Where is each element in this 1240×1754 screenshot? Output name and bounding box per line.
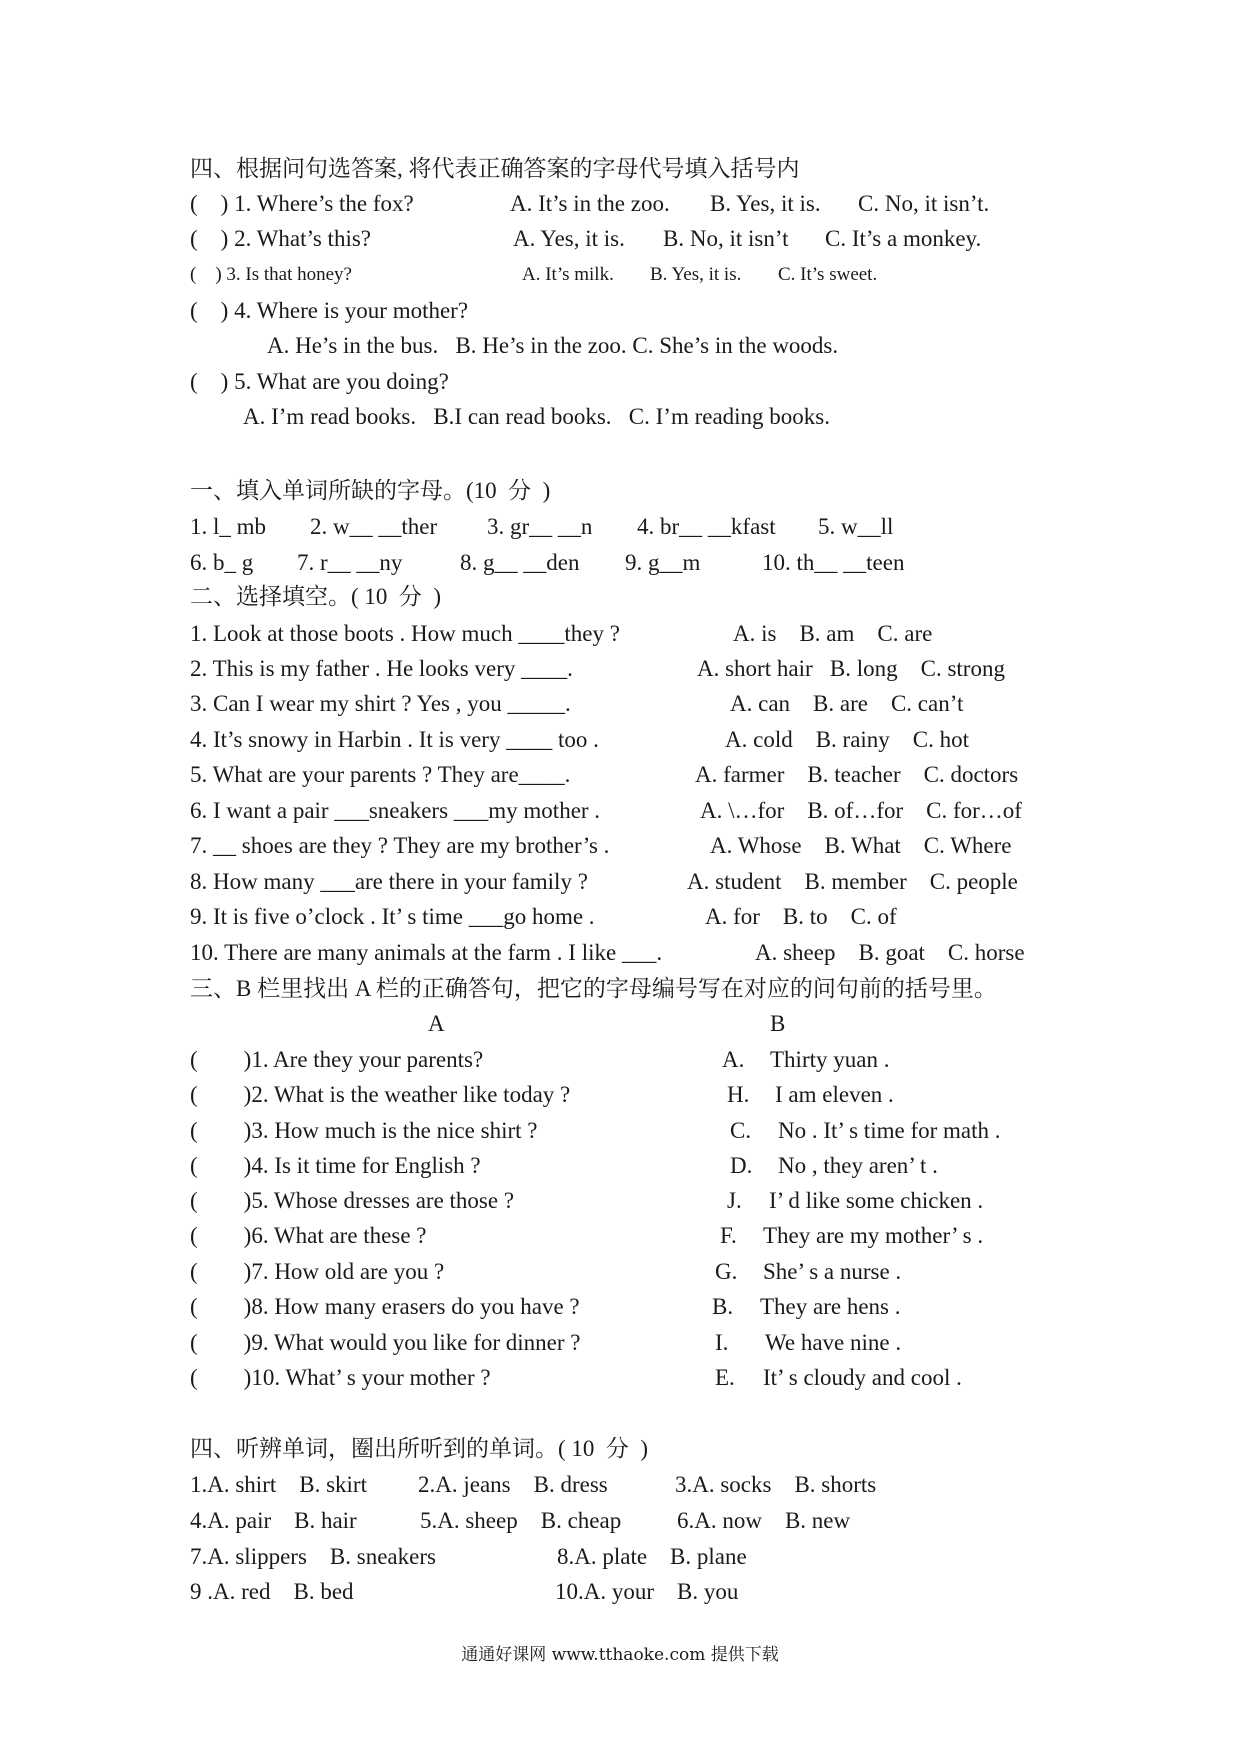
word-pair: 2.A. jeans B. dress <box>418 1472 608 1497</box>
column-b-label: B <box>770 1011 786 1036</box>
question: ( ) 5. What are you doing? <box>190 369 449 394</box>
question: 8. How many ___are there in your family ? <box>190 869 588 894</box>
match-question: ( )3. How much is the nice shirt ? <box>190 1118 538 1143</box>
options: A. sheep B. goat C. horse <box>755 940 1025 965</box>
options: A. short hair B. long C. strong <box>697 656 1005 681</box>
options: A. He’s in the bus. B. He’s in the zoo. C. She’s in the woods. <box>267 333 839 358</box>
word-pair: 1.A. shirt B. skirt <box>190 1472 367 1497</box>
word-blank: 2. w__ __ther <box>310 514 438 539</box>
option-b: B. Yes, it is. <box>710 191 821 216</box>
match-answer: She’ s a nurse . <box>763 1259 902 1284</box>
section-heading: 三、B 栏里找出 A 栏的正确答句，把它的字母编号写在对应的问句前的括号里。 <box>190 976 997 1001</box>
option-c: C. No, it isn’t. <box>858 191 990 216</box>
match-question: ( )10. What’ s your mother ? <box>190 1365 491 1390</box>
match-question: ( )8. How many erasers do you have ? <box>190 1294 580 1319</box>
match-question: ( )2. What is the weather like today ? <box>190 1082 571 1107</box>
word-blank: 5. w__ll <box>818 514 894 539</box>
question: 2. This is my father . He looks very ____. <box>190 656 573 681</box>
section-heading: 四、根据问句选答案, 将代表正确答案的字母代号填入括号内 <box>190 156 800 181</box>
word-pair: 9 .A. red B. bed <box>190 1579 354 1604</box>
match-letter: C. <box>730 1118 752 1143</box>
option-c: C. It’s a monkey. <box>825 226 982 251</box>
match-letter: H. <box>727 1082 750 1107</box>
options: A. cold B. rainy C. hot <box>725 727 970 752</box>
match-answer: They are hens . <box>760 1294 901 1319</box>
column-a-label: A <box>428 1011 445 1036</box>
options: A. student B. member C. people <box>687 869 1018 894</box>
match-letter: E. <box>715 1365 735 1390</box>
option-a: A. Yes, it is. <box>513 226 625 251</box>
option-c: C. It’s sweet. <box>778 264 878 285</box>
question: ( ) 1. Where’s the fox? <box>190 191 414 216</box>
question: ( ) 2. What’s this? <box>190 226 371 251</box>
match-question: ( )4. Is it time for English ? <box>190 1153 481 1178</box>
match-letter: I. <box>715 1330 729 1355</box>
word-pair: 3.A. socks B. shorts <box>675 1472 877 1497</box>
match-answer: They are my mother’ s . <box>763 1223 984 1248</box>
options: A. for B. to C. of <box>705 904 897 929</box>
match-question: ( )7. How old are you ? <box>190 1259 445 1284</box>
options: A. Whose B. What C. Where <box>710 833 1012 858</box>
word-blank: 3. gr__ __n <box>487 514 593 539</box>
section-heading: 四、听辨单词，圈出所听到的单词。( 10 分 ) <box>190 1436 649 1461</box>
word-blank: 8. g__ __den <box>460 550 580 575</box>
word-blank: 9. g__m <box>625 550 701 575</box>
word-pair: 6.A. now B. new <box>677 1508 851 1533</box>
question: ( ) 3. Is that honey? <box>190 264 352 285</box>
option-a: A. It’s milk. <box>522 264 614 285</box>
match-letter: A. <box>722 1047 745 1072</box>
match-answer: I’ d like some chicken . <box>769 1188 984 1213</box>
match-question: ( )1. Are they your parents? <box>190 1047 484 1072</box>
options: A. farmer B. teacher C. doctors <box>695 762 1019 787</box>
option-b: B. No, it isn’t <box>663 226 789 251</box>
match-question: ( )9. What would you like for dinner ? <box>190 1330 581 1355</box>
word-blank: 10. th__ __teen <box>762 550 905 575</box>
match-answer: I am eleven . <box>775 1082 894 1107</box>
match-letter: D. <box>730 1153 753 1178</box>
match-letter: J. <box>727 1188 742 1213</box>
match-answer: We have nine . <box>765 1330 902 1355</box>
options: A. is B. am C. are <box>733 621 933 646</box>
word-pair: 8.A. plate B. plane <box>557 1544 747 1569</box>
match-letter: G. <box>715 1259 738 1284</box>
question: 3. Can I wear my shirt ? Yes , you _____. <box>190 691 571 716</box>
question: 9. It is five o’clock . It’ s time ___go home . <box>190 904 595 929</box>
match-answer: Thirty yuan . <box>770 1047 890 1072</box>
word-pair: 5.A. sheep B. cheap <box>420 1508 622 1533</box>
question: 1. Look at those boots . How much ____they ? <box>190 621 620 646</box>
match-letter: F. <box>720 1223 737 1248</box>
word-blank: 1. l_ mb <box>190 514 267 539</box>
question: 6. I want a pair ___sneakers ___my mother . <box>190 798 601 823</box>
match-answer: No , they aren’ t . <box>778 1153 938 1178</box>
section-heading: 二、选择填空。( 10 分 ) <box>190 584 442 609</box>
word-blank: 7. r__ __ny <box>297 550 403 575</box>
question: 4. It’s snowy in Harbin . It is very ____ too . <box>190 727 599 752</box>
match-question: ( )6. What are these ? <box>190 1223 427 1248</box>
match-question: ( )5. Whose dresses are those ? <box>190 1188 515 1213</box>
question: 10. There are many animals at the farm . I like ___. <box>190 940 663 965</box>
word-blank: 4. br__ __kfast <box>637 514 776 539</box>
option-b: B. Yes, it is. <box>650 264 742 285</box>
match-answer: No . It’ s time for math . <box>778 1118 1001 1143</box>
match-letter: B. <box>712 1294 734 1319</box>
word-pair: 10.A. your B. you <box>555 1579 739 1604</box>
word-pair: 4.A. pair B. hair <box>190 1508 357 1533</box>
question: 7. __ shoes are they ? They are my brother’s . <box>190 833 610 858</box>
option-a: A. It’s in the zoo. <box>510 191 670 216</box>
question: ( ) 4. Where is your mother? <box>190 298 469 323</box>
options: A. I’m read books. B.I can read books. C. I’m reading books. <box>243 404 831 429</box>
word-blank: 6. b_ g <box>190 550 254 575</box>
word-pair: 7.A. slippers B. sneakers <box>190 1544 436 1569</box>
section-heading: 一、填入单词所缺的字母。(10 分 ) <box>190 478 551 503</box>
options: A. \…for B. of…for C. for…of <box>700 798 1022 823</box>
footer-source: 通通好课网 www.tthaoke.com 提供下载 <box>461 1645 779 1665</box>
question: 5. What are your parents ? They are____. <box>190 762 571 787</box>
match-answer: It’ s cloudy and cool . <box>763 1365 962 1390</box>
options: A. can B. are C. can’t <box>730 691 964 716</box>
